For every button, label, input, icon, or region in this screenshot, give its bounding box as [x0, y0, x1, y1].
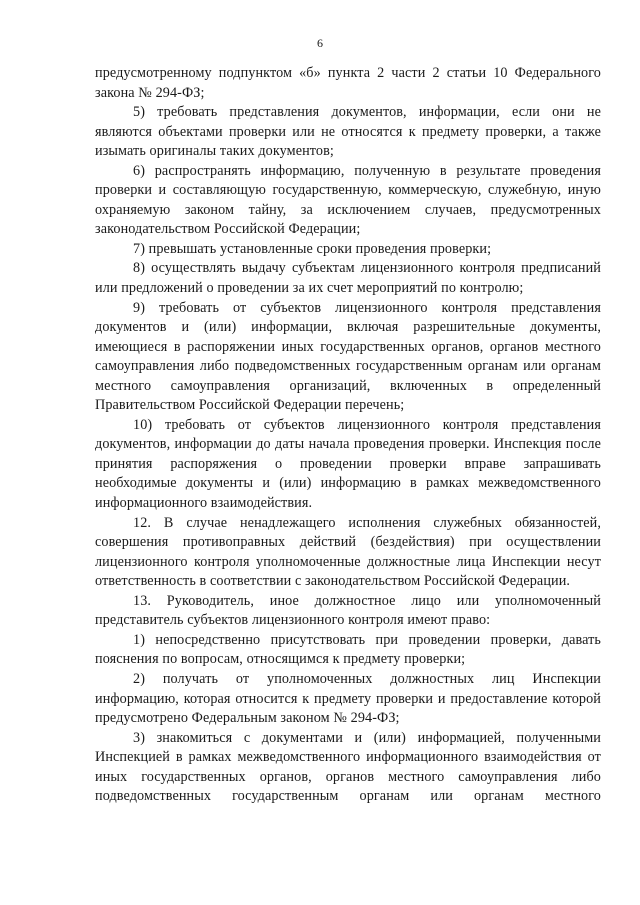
right-item-2: 2) получать от уполномоченных должностных лиц Инспекции информацию, которая относится к предмету проверки и предоставление которой предусмотрено Федеральным законом № 294-ФЗ; [95, 670, 601, 727]
page-number: 6 [317, 36, 323, 50]
clause-13: 13. Руководитель, иное должностное лицо или уполномоченный представитель субъектов лицензионного контроля имеют право: [95, 592, 601, 629]
paragraph-continuation: предусмотренному подпунктом «б» пункта 2 части 2 статьи 10 Федерального закона № 294-ФЗ; [95, 65, 601, 101]
list-item-6: 6) распространять информацию, полученную в результате проведения проверки и составляющую государственную, коммерческую, служебную, иную охраняемую законом тайну, за исключением случаев, предусмотренных законодательством Российской Федерации; [95, 162, 601, 238]
list-item-9: 9) требовать от субъектов лицензионного контроля представления документов и (или) информации, включая разрешительные документы, имеющиеся в распоряжении иных государственных органов, органов местного самоуправления либо подведомственных государственным органам или органам местного самоуправления организаций, включенных в определенный Правительством Российской Федерации перечень; [95, 299, 601, 414]
right-item-1: 1) непосредственно присутствовать при проведении проверки, давать пояснения по вопросам, относящимся к предмету проверки; [95, 631, 601, 668]
list-item-8: 8) осуществлять выдачу субъектам лицензионного контроля предписаний или предложений о проведении за их счет мероприятий по контролю; [95, 260, 601, 297]
right-item-3: 3) знакомиться с документами и (или) информацией, полученными Инспекцией в рамках межведомственного информационного взаимодействия от иных государственных органов, органов местного самоуправления либо подведомственных государственным органам или органам местного [95, 729, 601, 805]
list-item-7: 7) превышать установленные сроки проведения проверки; [133, 240, 492, 257]
document-body [95, 64, 601, 807]
list-item-10: 10) требовать от субъектов лицензионного контроля представления документов, информации до даты начала проведения проверки. Инспекция после принятия распоряжения о проведении проверки вправе запрашивать необходимые документы и (или) информацию в рамках межведомственного информационного взаимодействия. [95, 416, 601, 512]
list-item-5: 5) требовать представления документов, информации, если они не являются объектами проверки или не относятся к предмету проверки, а также изымать оригиналы таких документов; [95, 104, 601, 160]
clause-12: 12. В случае ненадлежащего исполнения служебных обязанностей, совершения противоправных действий (бездействия) при осуществлении лицензионного контроля уполномоченные должностные лица Инспекции несут ответственность в соответствии с законодательством Российской Федерации. [95, 514, 601, 590]
